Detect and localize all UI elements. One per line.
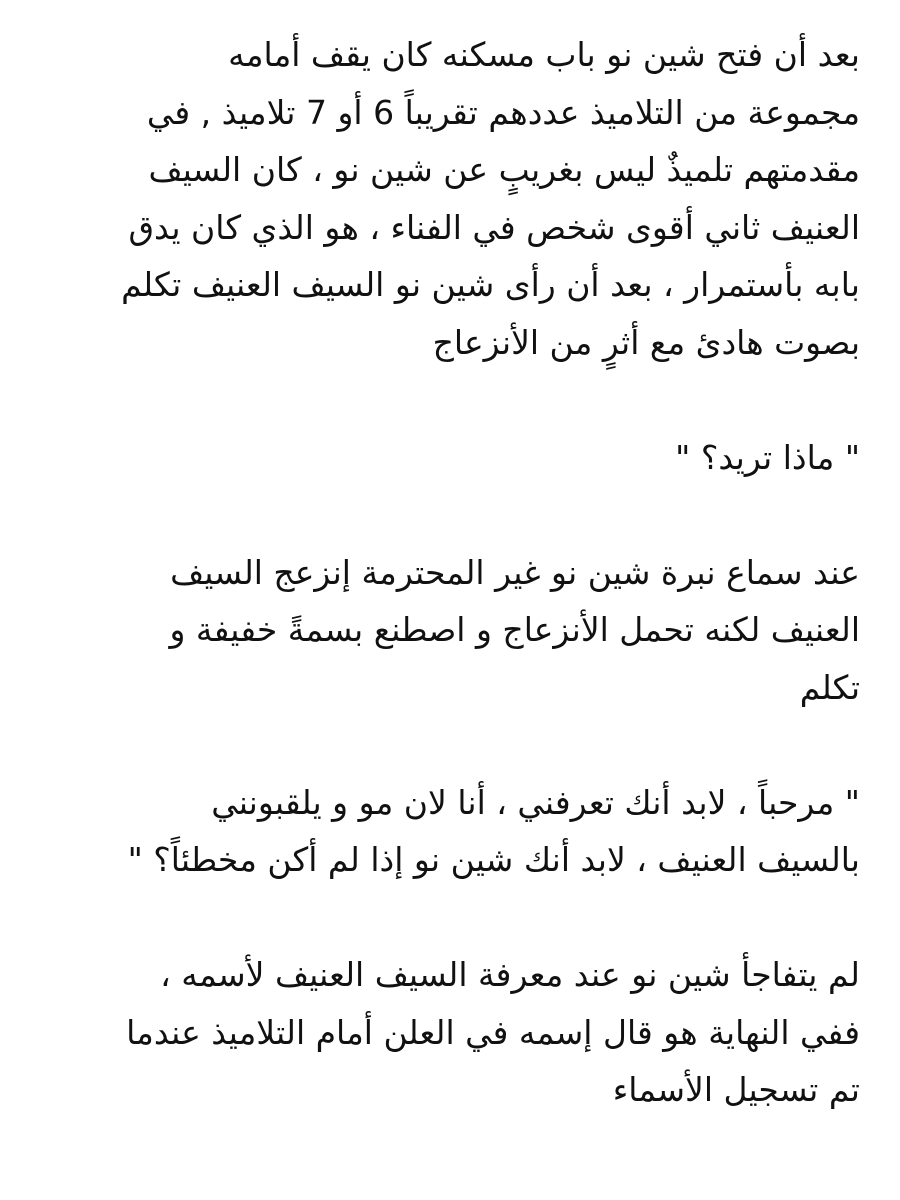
paragraph-2: " ماذا تريد؟ " <box>675 437 860 477</box>
paragraph-1: بعد أن فتح شين نو باب مسكنه كان يقف أمامه مجموعة من التلاميذ عددهم تقريباً 6 أو 7 تلاميذ , في مقدمتهم تلميذٌ ليس بغريبٍ عن شين نو ، كان السيف العنيف ثاني أقوى شخص في الفناء ، هو الذي كان يدق بابه بأستمرار ، بعد أن رأى شين نو السيف العنيف تكلم بصوت هادئ مع أثرٍ من الأنزعاج <box>121 35 860 362</box>
paragraph-4: " مرحباً ، لابد أنك تعرفني ، أنا لان مو و يلقبونني بالسيف العنيف ، لابد أنك شين نو إذا لم أكن مخطئاً؟ " <box>127 782 860 879</box>
paragraph-3: عند سماع نبرة شين نو غير المحترمة إنزعج السيف العنيف لكنه تحمل الأنزعاج و اصطنع بسمةً خفيفة و تكلم <box>169 552 860 707</box>
paragraph-5: لم يتفاجأ شين نو عند معرفة السيف العنيف لأسمه ، ففي النهاية هو قال إسمه في العلن أمام التلاميذ عندما تم تسجيل الأسماء <box>126 955 860 1109</box>
